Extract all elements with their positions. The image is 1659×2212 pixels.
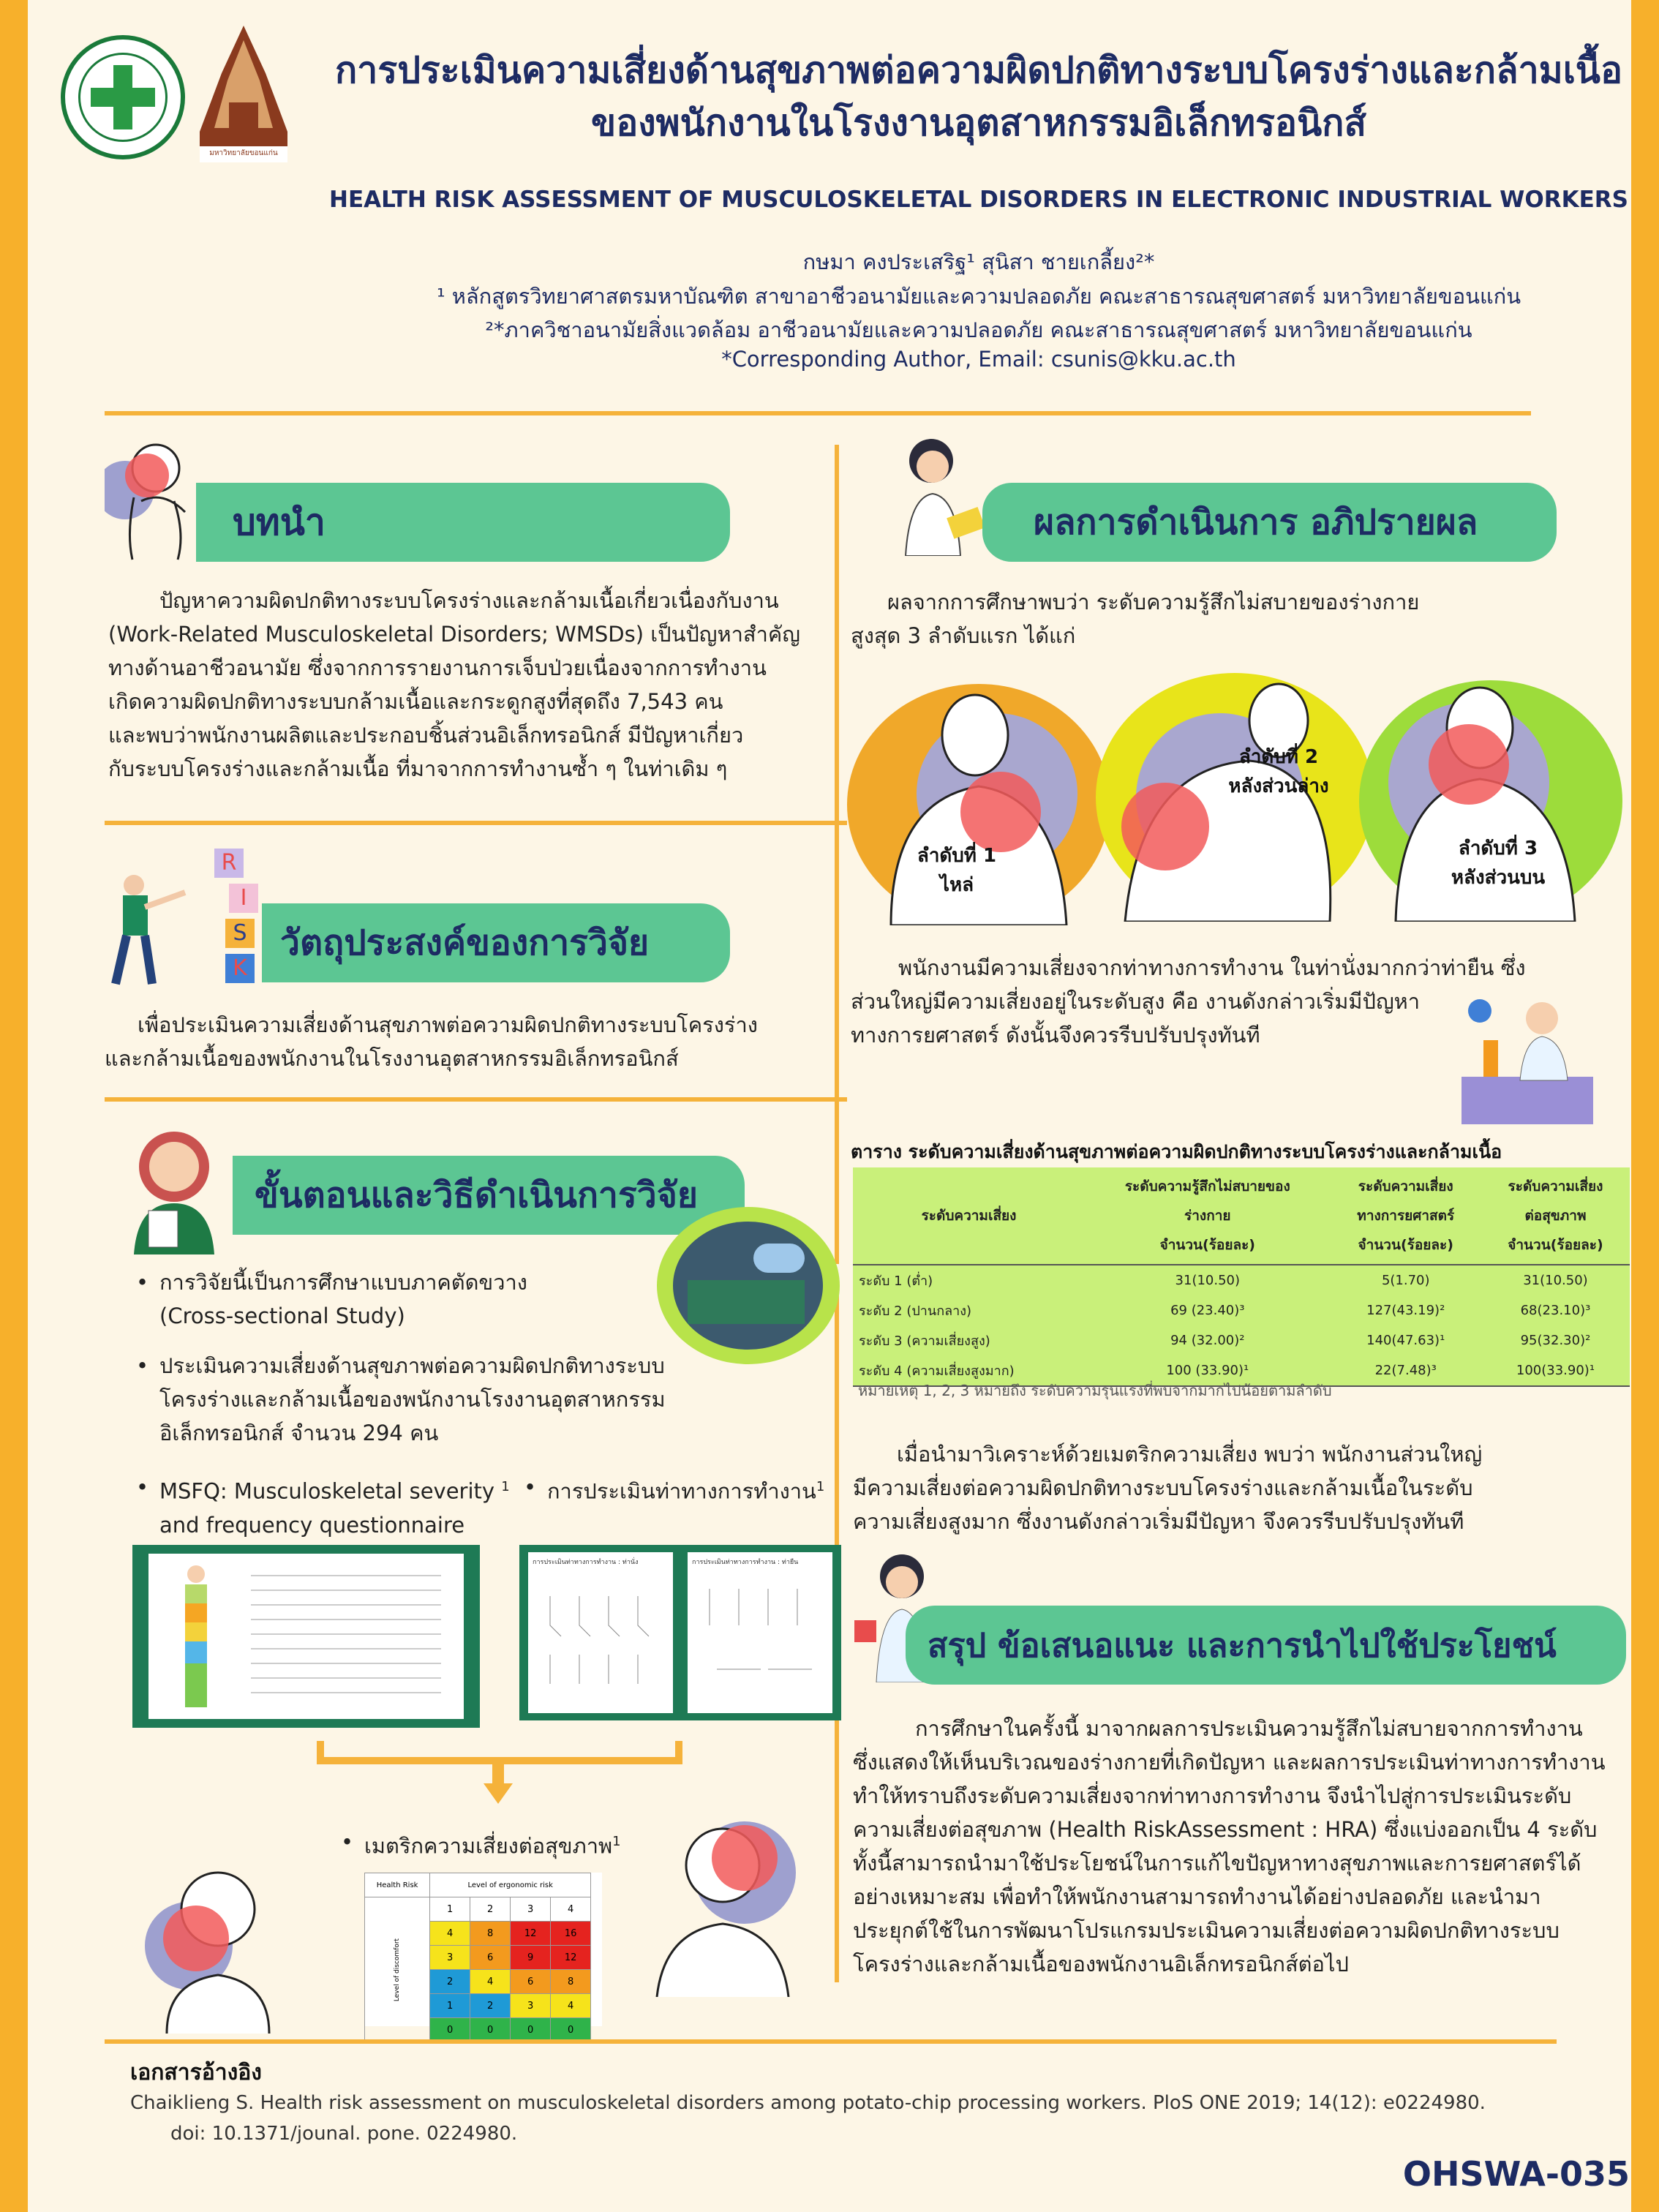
column-divider-upper bbox=[835, 445, 839, 1264]
affiliation-2: ²*ภาควิชาอนามัยสิ่งแวดล้อม อาชีวอนามัยและความปลอดภัย คณะสาธารณสุขศาสตร์ มหาวิทยาลัยขอนแก่น bbox=[485, 317, 1472, 342]
methods-heading-label: ขั้นตอนและวิธีดำเนินการวิจัย bbox=[255, 1175, 698, 1216]
affiliation-1: ¹ หลักสูตรวิทยาศาสตรมหาบัณฑิต สาขาอาชีวอนามัยและความปลอดภัย คณะสาธารณสุขศาสตร์ มหาวิทยาลัยขอนแก่น bbox=[436, 284, 1521, 309]
conclusion-line: อย่างเหมาะสม เพื่อทำให้พนักงานสามารถทำงานได้อย่างปลอดภัย และนำมา bbox=[853, 1884, 1541, 1909]
reference-entry: Chaiklieng S. Health risk assessment on musculoskeletal disorders among potato-chip processing workers. PloS ONE 2019; 14(12): e0224980. bbox=[130, 2092, 1486, 2114]
jaw-pain-figure bbox=[138, 1836, 298, 2034]
rank1-part: ไหล่ bbox=[939, 874, 974, 896]
table-row: ระดับ 3 (ความเสี่ยงสูง) 94 (32.00)² 140(47.63)¹ 95(32.30)² bbox=[859, 1333, 1591, 1349]
results-line: ส่วนใหญ่มีความเสี่ยงอยู่ในระดับสูง คือ งานดังกล่าวเริ่มมีปัญหา bbox=[851, 989, 1421, 1014]
method-bullet-line: • การวิจัยนี้เป็นการศึกษาแบบภาคตัดขวาง bbox=[159, 1270, 527, 1295]
corresponding-author: *Corresponding Author, Email: csunis@kku.ac.th bbox=[721, 347, 1236, 372]
intro-line: ปัญหาความผิดปกติทางระบบโครงร่างและกล้ามเนื้อเกี่ยวเนื่องกับงาน bbox=[159, 588, 779, 613]
matrix-cell: 4 bbox=[470, 1970, 511, 1994]
matrix-cell: 12 bbox=[551, 1946, 591, 1970]
method-superscript: 1 bbox=[501, 1479, 510, 1494]
matrix-cell: 2 bbox=[470, 1994, 511, 2018]
method-bullet-line: • ประเมินความเสี่ยงด้านสุขภาพต่อความผิดปกติทางระบบ bbox=[159, 1353, 665, 1378]
results-line: มีความเสี่ยงต่อความผิดปกติทางระบบโครงร่างและกล้ามเนื้อในระดับ bbox=[853, 1475, 1473, 1500]
results-line: สูงสุด 3 ลำดับแรก ได้แก่ bbox=[851, 623, 1076, 648]
matrix-cell: 4 bbox=[551, 1994, 591, 2018]
matrix-cell: 1 bbox=[430, 1994, 470, 2018]
matrix-cell: 0 bbox=[511, 2018, 551, 2042]
method-bullet-line: โครงร่างและกล้ามเนื้อของพนักงานโรงงานอุตสาหกรรม bbox=[159, 1387, 666, 1412]
conclusion-line: ประยุกต์ใช้ในการพัฒนาโปรแกรมประเมินความเสี่ยงต่อความผิดปกติทางระบบ bbox=[853, 1918, 1560, 1943]
results-heading-label: ผลการดำเนินการ อภิปรายผล bbox=[1034, 502, 1478, 543]
method-bullet-msfq bbox=[159, 1470, 525, 1542]
table-caption: ตาราง ระดับความเสี่ยงด้านสุขภาพต่อความผิดปกติทางระบบโครงร่างและกล้ามเนื้อ bbox=[851, 1141, 1502, 1162]
conclusion-line: โครงร่างและกล้ามเนื้อของพนักงานอิเล็กทรอนิกส์ต่อไป bbox=[853, 1952, 1349, 1976]
rank3-upperback-figure bbox=[1359, 680, 1622, 922]
objective-heading-label: วัตถุประสงค์ของการวิจัย bbox=[280, 922, 650, 963]
matrix-cell: 6 bbox=[511, 1970, 551, 1994]
method-bullet-line: การประเมินท่าทางการทำงาน bbox=[547, 1478, 816, 1504]
sitting-form-title: การประเมินท่าทางการทำงาน : ท่านั่ง bbox=[533, 1559, 639, 1566]
table-header: ระดับความเสี่ยง ต่อสุขภาพ จำนวน(ร้อยละ) bbox=[1508, 1178, 1603, 1253]
poster-title-line1: การประเมินความเสี่ยงด้านสุขภาพต่อความผิดปกติทางระบบโครงร่างและกล้ามเนื้อ bbox=[334, 49, 1622, 91]
poster-title bbox=[306, 44, 1652, 149]
method-bullet-line: เมตริกความเสี่ยงต่อสุขภาพ bbox=[364, 1833, 613, 1859]
conclusion-line: ซึ่งแสดงให้เห็นบริเวณของร่างกายที่เกิดปัญหา และผลการประเมินท่าทางการทำงาน bbox=[853, 1750, 1606, 1775]
intro-line: ทางด้านอาชีวอนามัย ซึ่งจากการรายงานการเจ็บป่วยเนื่องจากการทำงาน bbox=[108, 655, 767, 680]
results-intro bbox=[851, 585, 1582, 652]
results-line: พนักงานมีความเสี่ยงจากท่าทางการทำงาน ในท่านั่งมากกว่าท่ายืน ซึ่ง bbox=[898, 955, 1526, 980]
method-bullet-line: อิเล็กทรอนิกส์ จำนวน 294 คน bbox=[159, 1421, 439, 1445]
table-header: ระดับความรู้สึกไม่สบายของ ร่างกาย จำนวน(ร้อยละ) bbox=[1124, 1178, 1290, 1253]
objective-line: และกล้ามเนื้อของพนักงานในโรงงานอุตสาหกรรมอิเล็กทรอนิกส์ bbox=[105, 1046, 679, 1071]
method-bullet-line: and frequency questionnaire bbox=[159, 1512, 465, 1538]
table-note: หมายเหตุ 1, 2, 3 หมายถึง ระดับความรุนแรงที่พบจากมากไปน้อยตามลำดับ bbox=[858, 1382, 1332, 1399]
table-header: ระดับความเสี่ยง ทางการยศาสตร์ จำนวน(ร้อยละ) bbox=[1357, 1178, 1455, 1253]
method-bullet-sample bbox=[159, 1349, 715, 1450]
objective-heading bbox=[262, 903, 730, 982]
table-row: ระดับ 2 (ปานกลาง) 69 (23.40)³ 127(43.19)² 68(23.10)³ bbox=[859, 1303, 1591, 1319]
intro-line: เกิดความผิดปกติทางระบบกล้ามเนื้อและกระดูกสูงที่สุดถึง 7,543 คน bbox=[108, 689, 723, 714]
matrix-corner: Health Risk bbox=[365, 1873, 430, 1897]
intro-body bbox=[108, 584, 840, 786]
references-heading: เอกสารอ้างอิง bbox=[130, 2060, 262, 2085]
table-header: ระดับความเสี่ยง bbox=[921, 1208, 1017, 1224]
poster-paper bbox=[28, 0, 1631, 2212]
sitting-posture-form-image bbox=[519, 1545, 841, 1720]
risk-letter-r: R bbox=[214, 849, 244, 878]
results-line: ความเสี่ยงสูงมาก ซึ่งงานดังกล่าวเริ่มมีปัญหา จึงควรรีบปรับปรุงทันที bbox=[853, 1509, 1464, 1534]
method-bullet-design bbox=[159, 1265, 715, 1333]
rank1-label: ลำดับที่ 1 bbox=[917, 845, 997, 867]
conclusion-body bbox=[853, 1712, 1636, 1981]
results-heading bbox=[982, 483, 1557, 562]
matrix-cell: 3 bbox=[511, 1994, 551, 2018]
matrix-side-label: Level of discomfort bbox=[394, 1938, 402, 2001]
matrix-cell: 12 bbox=[511, 1922, 551, 1946]
rank2-part: หลังส่วนล่าง bbox=[1228, 775, 1329, 797]
conclusion-heading-label: สรุป ข้อเสนอแนะ และการนำไปใช้ประโยชน์ bbox=[928, 1626, 1557, 1665]
matrix-col-header: 3 bbox=[511, 1897, 551, 1922]
kku-logo-caption: มหาวิทยาลัยขอนแก่น bbox=[209, 149, 278, 157]
flow-connector bbox=[317, 1741, 682, 1807]
head-pain-figure bbox=[635, 1807, 803, 1997]
rank3-part: หลังส่วนบน bbox=[1451, 867, 1546, 889]
matrix-cell: 3 bbox=[430, 1946, 470, 1970]
matrix-col-header: 1 bbox=[430, 1897, 470, 1922]
risk-level-table bbox=[853, 1167, 1630, 1387]
intro-heading bbox=[196, 483, 730, 562]
rank2-label: ลำดับที่ 2 bbox=[1238, 746, 1319, 768]
standing-form-title: การประเมินท่าทางการทำงาน : ท่ายืน bbox=[692, 1559, 799, 1566]
method-bullet-line: (Cross-sectional Study) bbox=[159, 1304, 405, 1328]
matrix-col-header: 2 bbox=[470, 1897, 511, 1922]
conclusion-line: ความเสี่ยงต่อสุขภาพ (Health RiskAssessment : HRA) ซึ่งแบ่งออกเป็น 4 ระดับ bbox=[853, 1817, 1598, 1842]
objective-line: เพื่อประเมินความเสี่ยงด้านสุขภาพต่อความผิดปกติทางระบบโครงร่าง bbox=[138, 1012, 758, 1037]
kku-logo bbox=[192, 22, 295, 165]
table-row: ระดับ 4 (ความเสี่ยงสูงมาก) 100 (33.90)¹ 22(7.48)³ 100(33.90)¹ bbox=[853, 1355, 1630, 1386]
neck-pain-figure bbox=[105, 432, 192, 563]
method-bullet-line: MSFQ: Musculoskeletal severity bbox=[159, 1478, 495, 1504]
objective-divider bbox=[105, 1097, 847, 1102]
table-row: ระดับ 1 (ต่ำ) 31(10.50) 5(1.70) 31(10.50) bbox=[853, 1265, 1630, 1295]
rank2-lowerback-figure bbox=[1096, 673, 1374, 922]
matrix-cell: 8 bbox=[551, 1970, 591, 1994]
matrix-cell: 6 bbox=[470, 1946, 511, 1970]
conclusion-line: การศึกษาในครั้งนี้ มาจากผลการประเมินความรู้สึกไม่สบายจากการทำงาน bbox=[915, 1716, 1583, 1741]
risk-letter-i: I bbox=[229, 884, 258, 913]
method-bullet-posture bbox=[547, 1470, 854, 1508]
researcher-figure bbox=[116, 1123, 233, 1254]
matrix-cell: 8 bbox=[470, 1922, 511, 1946]
method-superscript: 1 bbox=[612, 1834, 621, 1849]
risk-letter-s: S bbox=[225, 919, 255, 948]
conclusion-heading bbox=[906, 1606, 1626, 1685]
laptop-woman-figure bbox=[880, 432, 997, 556]
poster-title-en: HEALTH RISK ASSESSMENT OF MUSCULOSKELETAL DISORDERS IN ELECTRONIC INDUSTRIAL WORKERS bbox=[329, 187, 1628, 213]
references-divider bbox=[105, 2039, 1557, 2044]
intro-heading-label: บทนำ bbox=[233, 500, 326, 543]
down-arrow-icon bbox=[484, 1783, 513, 1804]
reference-doi: doi: 10.1371/jounal. pone. 0224980. bbox=[170, 2123, 518, 2145]
poster-code: OHSWA-035 bbox=[1402, 2154, 1630, 2194]
intro-line: และพบว่าพนักงานผลิตและประกอบชิ้นส่วนอิเล็กทรอนิกส์ มีปัญหาเกี่ยว bbox=[108, 723, 744, 748]
ministry-logo bbox=[61, 35, 185, 159]
results-line: ทางการยศาสตร์ ดังนั้นจึงควรรีบปรับปรุงทันที bbox=[851, 1023, 1260, 1047]
matrix-cell: 0 bbox=[551, 2018, 591, 2042]
authors: กษมา คงประเสริฐ¹ สุนิสา ชายเกลี้ยง²* bbox=[802, 249, 1155, 274]
matrix-top-label: Level of ergonomic risk bbox=[430, 1873, 591, 1897]
intro-divider bbox=[105, 821, 847, 825]
matrix-cell: 16 bbox=[551, 1922, 591, 1946]
lab-scientist-figure bbox=[1462, 989, 1593, 1124]
matrix-results bbox=[853, 1437, 1584, 1538]
methods-heading bbox=[233, 1156, 745, 1235]
conclusion-line: ทำให้ทราบถึงระดับความเสี่ยงจากท่าทางการทำงาน จึงนำไปสู่การประเมินระดับ bbox=[853, 1783, 1572, 1808]
risk-letter-k: K bbox=[225, 954, 255, 983]
matrix-cell: 0 bbox=[430, 2018, 470, 2042]
objective-body bbox=[105, 1008, 836, 1075]
intro-line: กับระบบโครงร่างและกล้ามเนื้อ ที่มาจากการทำงานซ้ำ ๆ ในท่าเดิม ๆ bbox=[108, 756, 728, 781]
risk-blocks-figure bbox=[105, 849, 280, 988]
method-superscript: 1 bbox=[816, 1479, 825, 1494]
matrix-cell: 0 bbox=[470, 2018, 511, 2042]
poster-title-line2: ของพนักงานในโรงงานอุตสาหกรรมอิเล็กทรอนิกส์ bbox=[591, 102, 1366, 144]
risk-matrix bbox=[364, 1873, 602, 2036]
matrix-cell: 4 bbox=[430, 1922, 470, 1946]
matrix-cell: 2 bbox=[430, 1970, 470, 1994]
matrix-col-header: 4 bbox=[551, 1897, 591, 1922]
rank1-shoulder-figure bbox=[847, 684, 1110, 925]
rank3-label: ลำดับที่ 3 bbox=[1458, 838, 1538, 859]
results-line: เมื่อนำมาวิเคราะห์ด้วยเมตริกความเสี่ยง พบว่า พนักงานส่วนใหญ่ bbox=[897, 1442, 1483, 1467]
results-line: ผลจากการศึกษาพบว่า ระดับความรู้สึกไม่สบายของร่างกาย bbox=[887, 590, 1420, 614]
header-divider bbox=[105, 411, 1531, 415]
matrix-cell: 9 bbox=[511, 1946, 551, 1970]
intro-line: (Work-Related Musculoskeletal Disorders; WMSDs) เป็นปัญหาสำคัญ bbox=[108, 622, 800, 647]
msfq-questionnaire-image bbox=[132, 1545, 480, 1728]
conclusion-line: ทั้งนี้สามารถนำมาใช้ประโยชน์ในการแก้ไขปัญหาทางสุขภาพและการยศาสตร์ได้ bbox=[853, 1851, 1581, 1876]
